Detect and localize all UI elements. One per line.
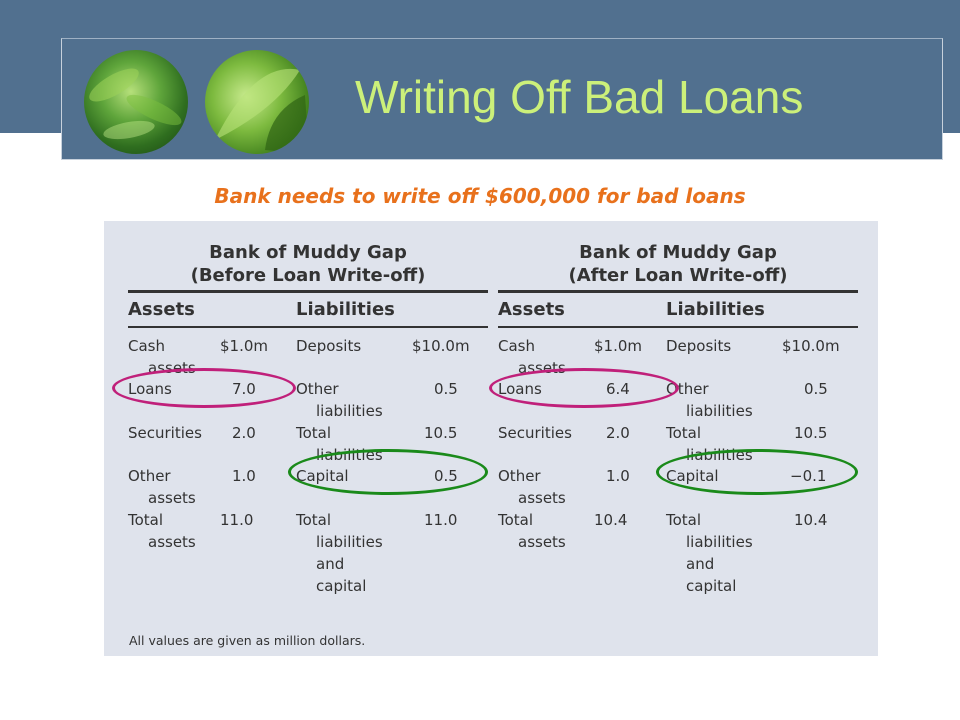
asset-value: 10.4 (594, 511, 628, 529)
liability-value: 0.5 (434, 467, 458, 485)
liability-label: Total liabilities (296, 424, 383, 464)
leaf-photo-left (84, 50, 188, 154)
asset-value: 1.0 (606, 467, 630, 485)
rule-header (498, 326, 858, 328)
asset-value: $1.0m (220, 337, 269, 355)
capital-highlight-after (656, 449, 858, 495)
bank-title-before: Bank of Muddy Gap (Before Loan Write-off) (190, 242, 426, 286)
liability-label: Capital (296, 467, 349, 485)
liability-label: Total liabilities and capital (296, 511, 383, 595)
asset-label: Securities (128, 424, 202, 442)
balance-sheet-before (128, 241, 488, 595)
liability-value: $10.0m (782, 337, 840, 355)
liability-value: 0.5 (804, 380, 828, 398)
asset-value: 1.0 (232, 467, 256, 485)
loans-highlight-after (489, 368, 679, 408)
asset-label: Loans (498, 380, 542, 398)
liability-value: $10.0m (412, 337, 470, 355)
asset-label: Other assets (128, 467, 196, 507)
liability-label: Total liabilities (666, 424, 753, 464)
assets-header: Assets (498, 299, 565, 320)
liability-label: Deposits (666, 337, 732, 355)
liability-value: 0.5 (434, 380, 458, 398)
liability-value: 10.4 (794, 511, 828, 529)
capital-highlight-before (288, 449, 488, 495)
asset-value: $1.0m (594, 337, 643, 355)
liability-value: −0.1 (790, 467, 827, 485)
liability-value: 10.5 (424, 424, 458, 442)
asset-label: Cash assets (498, 337, 566, 377)
footnote: All values are given as million dollars. (129, 633, 366, 648)
liability-label: Total liabilities and capital (666, 511, 753, 595)
liability-label: Deposits (296, 337, 362, 355)
balance-sheet-after (498, 241, 858, 595)
asset-value: 2.0 (606, 424, 630, 442)
liabilities-header: Liabilities (666, 299, 765, 320)
column-headers (498, 293, 858, 326)
asset-label: Loans (128, 380, 172, 398)
liability-label: Other liabilities (296, 380, 383, 420)
asset-value: 11.0 (220, 511, 254, 529)
asset-value: 2.0 (232, 424, 256, 442)
liabilities-header: Liabilities (296, 299, 395, 320)
asset-label: Other assets (498, 467, 566, 507)
column-headers (128, 293, 488, 326)
asset-label: Securities (498, 424, 572, 442)
bank-title-after: Bank of Muddy Gap (After Loan Write-off) (568, 242, 788, 286)
balance-sheet-figure (104, 221, 878, 656)
liability-value: 11.0 (424, 511, 458, 529)
liability-value: 10.5 (794, 424, 828, 442)
asset-value: 6.4 (606, 380, 630, 398)
slide-title: Writing Off Bad Loans (355, 71, 804, 123)
slide-subtitle: Bank needs to write off $600,000 for bad loans (214, 184, 746, 208)
asset-label: Cash assets (128, 337, 196, 377)
liability-label: Capital (666, 467, 719, 485)
liability-label: Other liabilities (666, 380, 753, 420)
leaf-photo-right (205, 50, 309, 154)
loans-highlight-before (112, 368, 296, 408)
asset-label: Total assets (128, 511, 196, 551)
rule-header (128, 326, 488, 328)
asset-value: 7.0 (232, 380, 256, 398)
asset-label: Total assets (498, 511, 566, 551)
assets-header: Assets (128, 299, 195, 320)
